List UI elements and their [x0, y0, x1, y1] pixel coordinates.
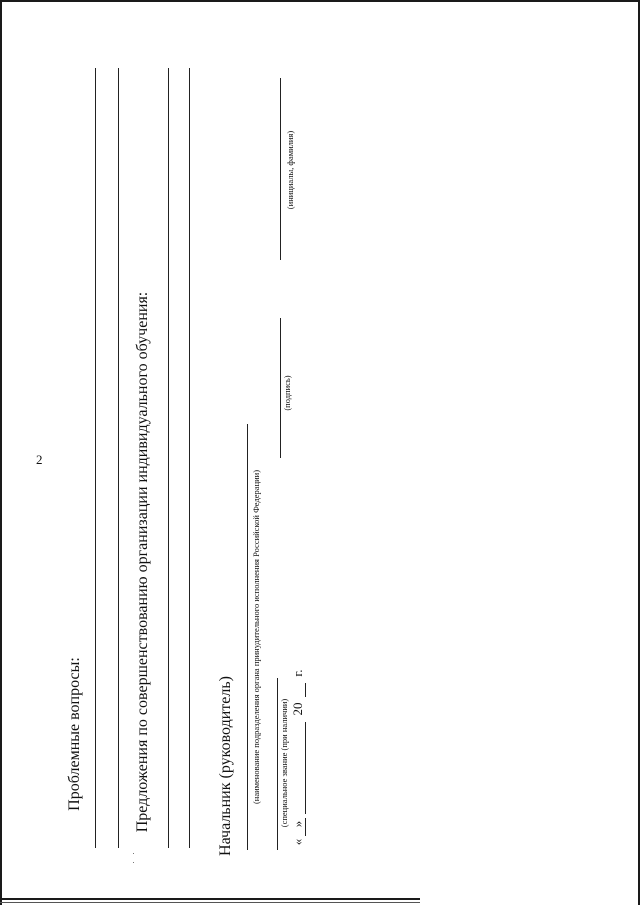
page-edge-bottom-inner: [0, 902, 420, 903]
signature-underline: [280, 318, 281, 458]
date-year-prefix: 20: [290, 702, 305, 716]
scan-speck: [133, 862, 134, 863]
page-number: 2: [36, 452, 43, 467]
proposals-heading: Предложения по совершенствованию организации индивидуального обучения:: [134, 291, 151, 833]
proposals-line-1: [168, 68, 169, 848]
problems-heading: Проблемные вопросы:: [66, 657, 83, 811]
date-year-suffix: г.: [290, 669, 305, 677]
unit-caption: (наименование подразделения органа принудительного исполнения Российской Федерации): [251, 469, 261, 805]
problems-line-1: [95, 68, 96, 848]
date-month-underline: [305, 722, 306, 814]
name-underline: [280, 78, 281, 260]
page-edge-left: [0, 0, 2, 905]
signature-caption: (подпись): [282, 375, 292, 411]
head-title: Начальник (руководитель): [217, 676, 234, 856]
name-caption: (инициалы, фамилия): [285, 130, 295, 210]
scan-speck: [133, 853, 134, 854]
date-year-underline: [305, 683, 306, 697]
date-close-quote: »: [290, 820, 305, 828]
problems-line-2: [118, 68, 119, 848]
rank-caption: (специальное звание (при наличии): [279, 698, 289, 828]
unit-underline: [247, 424, 248, 850]
rank-underline: [277, 678, 278, 850]
date-open-quote: «: [290, 838, 305, 846]
page-edge-bottom: [0, 898, 420, 900]
page-edge-top: [0, 0, 640, 2]
date-day-underline: [305, 818, 306, 836]
proposals-line-2: [189, 68, 190, 848]
